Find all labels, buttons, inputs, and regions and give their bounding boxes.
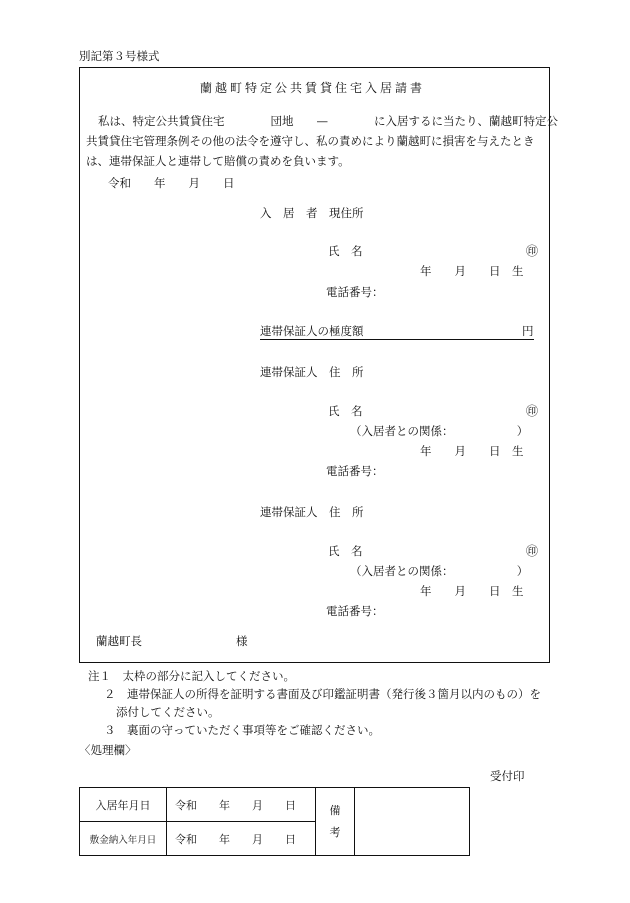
- guarantor2-relation-label: （入居者との関係： ）: [350, 564, 529, 578]
- note-2-continued: 添付してください。: [116, 705, 220, 719]
- move-in-date-label: 入居年月日: [80, 788, 167, 822]
- guarantor2-birth-label: 年 月 日 生: [420, 584, 524, 598]
- guarantee-limit-underline[interactable]: [260, 339, 534, 340]
- resident-phone-label: 電話番号：: [326, 285, 384, 299]
- guarantor2-phone-label: 電話番号：: [326, 604, 384, 618]
- form-number: 別記第３号様式: [79, 49, 160, 63]
- guarantor2-name-label: 氏 名: [328, 544, 363, 558]
- declaration-line-2: 共賃貸住宅管理条例その他の法令を遵守し、私の責めにより蘭越町に損害を与えたとき: [86, 134, 535, 148]
- deposit-date-label: 敷金納入年月日: [80, 822, 167, 856]
- note-3: ３ 裏面の守っていただく事項等をご確認ください。: [104, 723, 380, 737]
- deposit-date-value[interactable]: 令和 年 月 日: [167, 822, 316, 856]
- processing-label: 〈処理欄〉: [79, 743, 137, 757]
- guarantee-limit-label: 連帯保証人の極度額: [260, 324, 364, 338]
- guarantor2-seal-icon: ㊞: [526, 544, 539, 558]
- guarantor2-address-label: 連帯保証人 住 所: [260, 505, 364, 519]
- guarantor1-phone-label: 電話番号：: [326, 464, 384, 478]
- remarks-field[interactable]: [355, 788, 470, 856]
- note-2: ２ 連帯保証人の所得を証明する書面及び印鑑証明書（発行後３箇月以内のもの）を: [104, 687, 541, 701]
- declaration-text: [86, 111, 558, 171]
- date-line[interactable]: 令和 年 月 日: [108, 176, 235, 190]
- form-title: 蘭越町特定公共賃貸住宅入居請書: [200, 81, 426, 95]
- guarantor1-address-label: 連帯保証人 住 所: [260, 365, 364, 379]
- processing-table: [79, 787, 470, 856]
- resident-birth-label: 年 月 日 生: [420, 264, 524, 278]
- guarantor1-birth-label: 年 月 日 生: [420, 444, 524, 458]
- remarks-label: 備 考: [316, 788, 355, 856]
- guarantor1-seal-icon: ㊞: [526, 404, 539, 418]
- guarantor1-relation-label: （入居者との関係： ）: [350, 424, 529, 438]
- resident-name-label: 氏 名: [328, 244, 363, 258]
- declaration-line-1: 私は、特定公共賃貸住宅 団地 — に入居するに当たり、蘭越町特定公: [98, 114, 558, 128]
- resident-seal-icon: ㊞: [526, 244, 539, 258]
- note-1: 注１ 太枠の部分に記入してください。: [88, 669, 295, 683]
- reception-stamp-label: 受付印: [490, 769, 525, 783]
- guarantee-limit-unit: 円: [522, 324, 534, 338]
- resident-address-label: 入 居 者 現住所: [260, 206, 364, 220]
- addressee-title: 蘭越町長: [96, 634, 142, 648]
- declaration-line-3: は、連帯保証人と連帯して賠償の責めを負います。: [86, 154, 350, 168]
- guarantor1-name-label: 氏 名: [328, 404, 363, 418]
- move-in-date-value[interactable]: 令和 年 月 日: [167, 788, 316, 822]
- addressee-honorific: 様: [236, 634, 248, 648]
